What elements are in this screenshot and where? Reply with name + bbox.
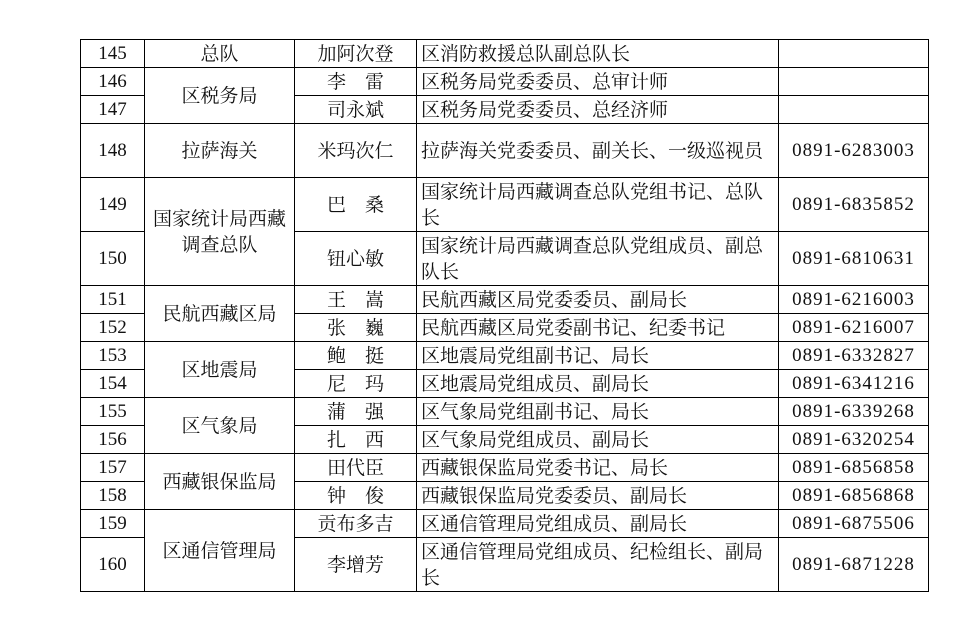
- name-cell: 巴 桑: [295, 178, 417, 232]
- phone-cell: 0891-6856858: [779, 454, 929, 482]
- table-row: [81, 178, 929, 232]
- row-number: 160: [81, 538, 145, 592]
- phone-cell: 0891-6332827: [779, 342, 929, 370]
- title-cell: 区地震局党组成员、副局长: [417, 370, 779, 398]
- name-cell: 扎 西: [295, 426, 417, 454]
- table-row: [81, 510, 929, 538]
- name-cell: 钟 俊: [295, 482, 417, 510]
- title-cell: 区地震局党组副书记、局长: [417, 342, 779, 370]
- name-cell: 李增芳: [295, 538, 417, 592]
- row-number: 152: [81, 314, 145, 342]
- unit-cell: 区税务局: [145, 68, 295, 124]
- phone-cell: 0891-6341216: [779, 370, 929, 398]
- phone-cell: [779, 40, 929, 68]
- table-row: [81, 68, 929, 96]
- phone-cell: 0891-6810631: [779, 232, 929, 286]
- title-cell: 区通信管理局党组成员、纪检组长、副局长: [417, 538, 779, 592]
- phone-cell: 0891-6835852: [779, 178, 929, 232]
- name-cell: 尼 玛: [295, 370, 417, 398]
- name-cell: 蒲 强: [295, 398, 417, 426]
- unit-cell: 国家统计局西藏调查总队: [145, 178, 295, 286]
- table-row: [81, 286, 929, 314]
- phone-cell: 0891-6871228: [779, 538, 929, 592]
- unit-cell: 区气象局: [145, 398, 295, 454]
- title-cell: 区通信管理局党组成员、副局长: [417, 510, 779, 538]
- title-cell: 区税务局党委委员、总审计师: [417, 68, 779, 96]
- title-cell: 国家统计局西藏调查总队党组书记、总队长: [417, 178, 779, 232]
- name-cell: 米玛次仁: [295, 124, 417, 178]
- unit-cell: 总队: [145, 40, 295, 68]
- name-cell: 贡布多吉: [295, 510, 417, 538]
- row-number: 151: [81, 286, 145, 314]
- phone-cell: [779, 68, 929, 96]
- title-cell: 拉萨海关党委委员、副关长、一级巡视员: [417, 124, 779, 178]
- row-number: 155: [81, 398, 145, 426]
- phone-cell: 0891-6875506: [779, 510, 929, 538]
- unit-cell: 区地震局: [145, 342, 295, 398]
- name-cell: 钮心敏: [295, 232, 417, 286]
- row-number: 158: [81, 482, 145, 510]
- title-cell: 国家统计局西藏调查总队党组成员、副总队长: [417, 232, 779, 286]
- row-number: 159: [81, 510, 145, 538]
- row-number: 153: [81, 342, 145, 370]
- row-number: 154: [81, 370, 145, 398]
- phone-cell: [779, 96, 929, 124]
- name-cell: 鲍 挺: [295, 342, 417, 370]
- title-cell: 区气象局党组副书记、局长: [417, 398, 779, 426]
- personnel-table: [80, 39, 929, 592]
- phone-cell: 0891-6320254: [779, 426, 929, 454]
- row-number: 148: [81, 124, 145, 178]
- phone-cell: 0891-6216003: [779, 286, 929, 314]
- row-number: 149: [81, 178, 145, 232]
- table-row: [81, 124, 929, 178]
- row-number: 156: [81, 426, 145, 454]
- row-number: 146: [81, 68, 145, 96]
- table-row: [81, 40, 929, 68]
- phone-cell: 0891-6339268: [779, 398, 929, 426]
- title-cell: 区气象局党组成员、副局长: [417, 426, 779, 454]
- title-cell: 民航西藏区局党委副书记、纪委书记: [417, 314, 779, 342]
- phone-cell: 0891-6283003: [779, 124, 929, 178]
- name-cell: 加阿次登: [295, 40, 417, 68]
- unit-cell: 民航西藏区局: [145, 286, 295, 342]
- row-number: 147: [81, 96, 145, 124]
- name-cell: 田代臣: [295, 454, 417, 482]
- unit-cell: 拉萨海关: [145, 124, 295, 178]
- row-number: 145: [81, 40, 145, 68]
- name-cell: 李 雷: [295, 68, 417, 96]
- name-cell: 司永斌: [295, 96, 417, 124]
- table-row: [81, 454, 929, 482]
- row-number: 157: [81, 454, 145, 482]
- phone-cell: 0891-6856868: [779, 482, 929, 510]
- title-cell: 民航西藏区局党委委员、副局长: [417, 286, 779, 314]
- phone-cell: 0891-6216007: [779, 314, 929, 342]
- title-cell: 西藏银保监局党委委员、副局长: [417, 482, 779, 510]
- unit-cell: 西藏银保监局: [145, 454, 295, 510]
- table-row: [81, 398, 929, 426]
- name-cell: 张 巍: [295, 314, 417, 342]
- title-cell: 区消防救援总队副总队长: [417, 40, 779, 68]
- row-number: 150: [81, 232, 145, 286]
- unit-cell: 区通信管理局: [145, 510, 295, 592]
- title-cell: 区税务局党委委员、总经济师: [417, 96, 779, 124]
- name-cell: 王 嵩: [295, 286, 417, 314]
- table-row: [81, 342, 929, 370]
- title-cell: 西藏银保监局党委书记、局长: [417, 454, 779, 482]
